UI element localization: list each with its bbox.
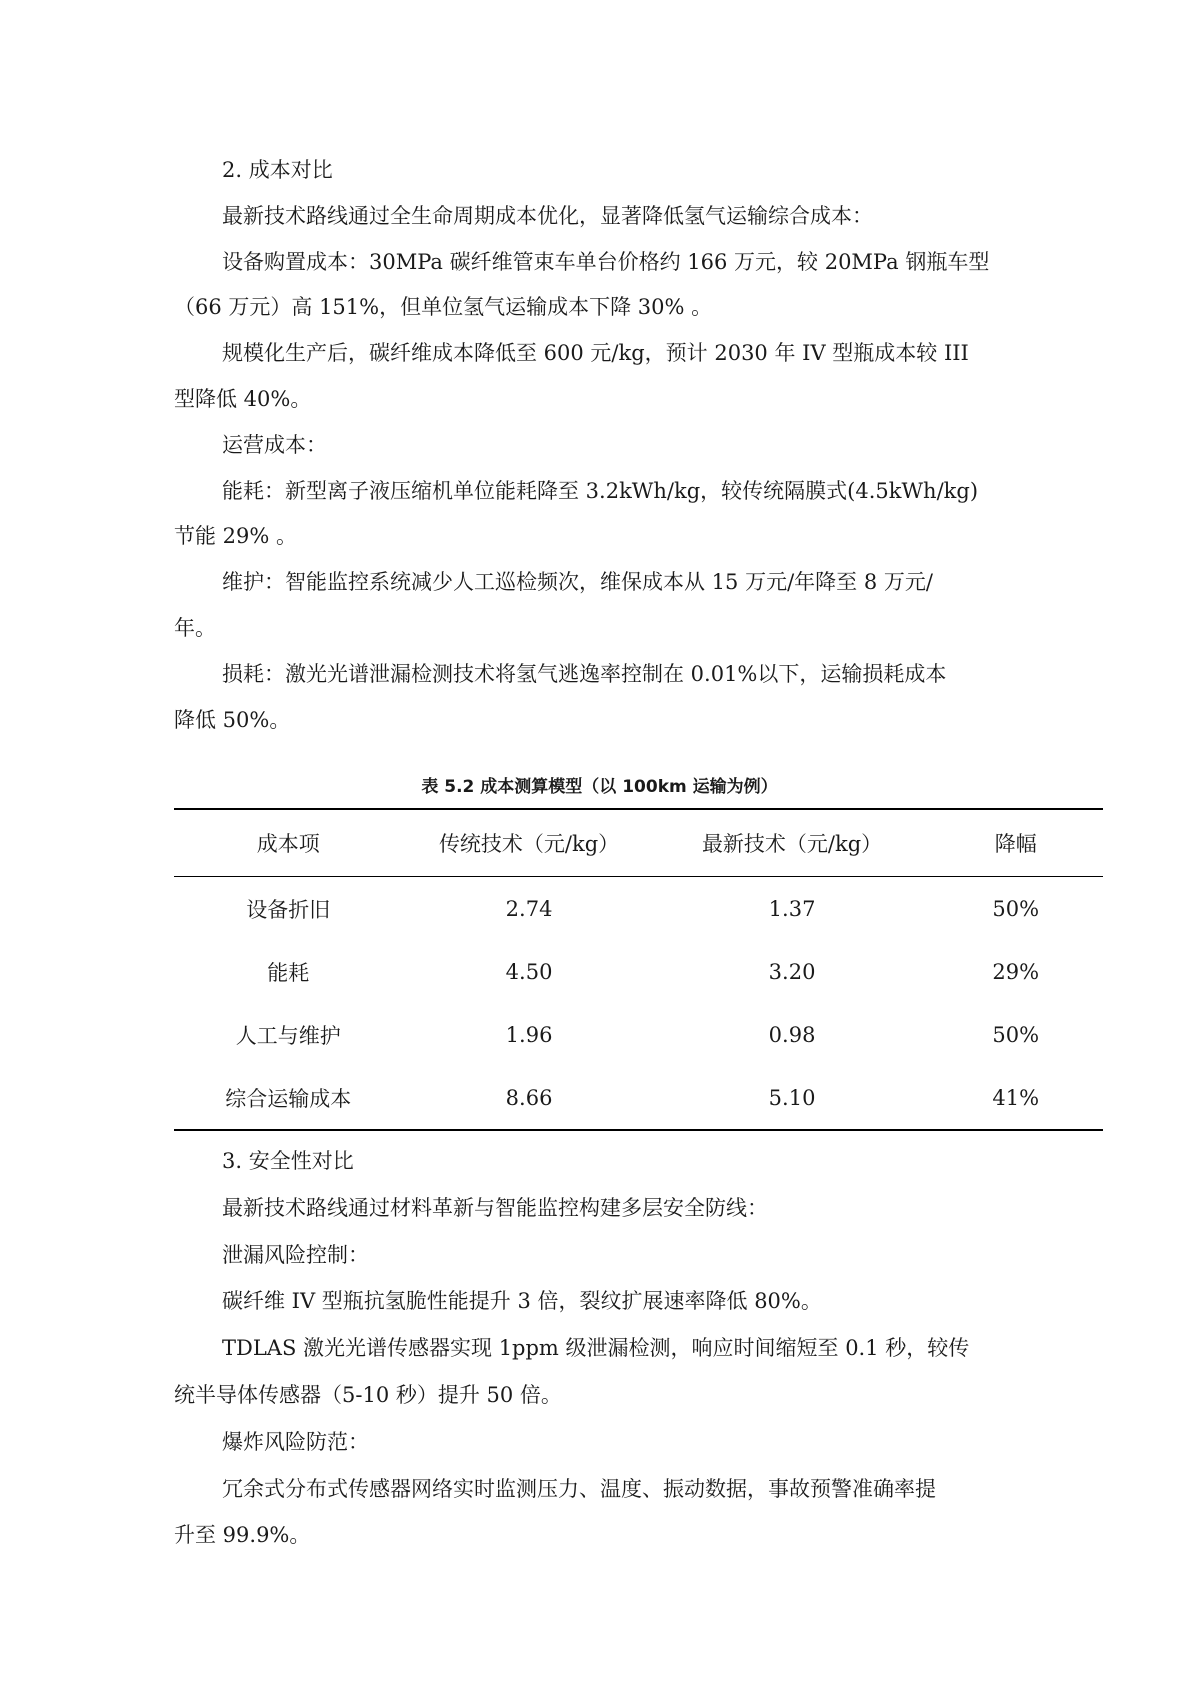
cell-traditional: 8.66 [403, 1066, 656, 1130]
paragraph-leak-2-line2: 统半导体传感器（5-10 秒）提升 50 倍。 [174, 1383, 562, 1407]
cell-new: 1.37 [768, 896, 816, 921]
cell-item: 能耗 [267, 960, 310, 985]
paragraph-loss-line2: 降低 50%。 [174, 708, 291, 732]
paragraph-purchase-line1: 设备购置成本：30MPa 碳纤维管束车单台价格约 166 万元，较 20MPa 钢瓶车型 [222, 250, 990, 274]
paragraph-energy-line1: 能耗：新型离子液压缩机单位能耗降至 3.2kWh/kg，较传统隔膜式(4.5kWh/kg) [222, 479, 979, 503]
cell-item: 设备折旧 [246, 897, 331, 922]
paragraph-leak-1: 碳纤维 IV 型瓶抗氢脆性能提升 3 倍，裂纹扩展速率降低 80%。 [222, 1289, 822, 1313]
section-heading-safety: 3. 安全性对比 [222, 1149, 354, 1173]
cost-table [174, 808, 1103, 1131]
paragraph-intro: 最新技术路线通过全生命周期成本优化，显著降低氢气运输综合成本： [222, 204, 873, 228]
paragraph-purchase-line2: （66 万元）高 151%，但单位氢气运输成本下降 30% 。 [174, 295, 713, 319]
paragraph-loss-line1: 损耗：激光光谱泄漏检测技术将氢气逃逸率控制在 0.01%以下，运输损耗成本 [222, 662, 947, 686]
table-caption: 表 5.2 成本测算模型（以 100km 运输为例） [421, 777, 778, 797]
cell-traditional: 2.74 [505, 896, 553, 921]
cell-item: 综合运输成本 [174, 1066, 403, 1130]
cell-new: 3.20 [768, 959, 816, 984]
cell-reduction: 29% [992, 959, 1040, 984]
leak-risk-title: 泄漏风险控制： [222, 1243, 369, 1267]
paragraph-maintenance-line1: 维护：智能监控系统减少人工巡检频次，维保成本从 15 万元/年降至 8 万元/ [222, 570, 933, 594]
cell-reduction: 50% [992, 896, 1040, 921]
operating-cost-title: 运营成本： [222, 433, 327, 457]
cell-traditional: 1.96 [505, 1022, 553, 1047]
paragraph-explosion-line2: 升至 99.9%。 [174, 1523, 311, 1547]
section-heading-cost: 2. 成本对比 [222, 158, 333, 182]
cell-traditional: 4.50 [505, 959, 553, 984]
explosion-risk-title: 爆炸风险防范： [222, 1430, 369, 1454]
cell-new: 0.98 [768, 1022, 816, 1047]
cell-item: 人工与维护 [235, 1023, 341, 1048]
table-row [174, 1066, 1103, 1130]
paragraph-leak-2-line1: TDLAS 激光光谱传感器实现 1ppm 级泄漏检测，响应时间缩短至 0.1 秒，较传 [222, 1336, 970, 1360]
header-reduction: 降幅 [929, 809, 1104, 877]
paragraph-energy-line2: 节能 29% 。 [174, 524, 298, 548]
cell-new: 5.10 [656, 1066, 929, 1130]
paragraph-scale-line1: 规模化生产后，碳纤维成本降低至 600 元/kg，预计 2030 年 IV 型瓶成本较 III [222, 341, 969, 365]
paragraph-safety-intro: 最新技术路线通过材料革新与智能监控构建多层安全防线： [222, 1196, 768, 1220]
paragraph-explosion-line1: 冗余式分布式传感器网络实时监测压力、温度、振动数据，事故预警准确率提 [222, 1477, 936, 1501]
table-row [174, 940, 1103, 1003]
table-row [174, 1003, 1103, 1066]
header-new-tech: 最新技术（元/kg） [656, 809, 929, 877]
cell-reduction: 50% [992, 1022, 1040, 1047]
paragraph-scale-line2: 型降低 40%。 [174, 387, 312, 411]
header-cost-item: 成本项 [174, 809, 403, 877]
cell-reduction: 41% [929, 1066, 1104, 1130]
table-header-row [174, 809, 1103, 877]
table-row [174, 877, 1103, 941]
paragraph-maintenance-line2: 年。 [174, 616, 216, 640]
header-traditional: 传统技术（元/kg） [403, 809, 656, 877]
